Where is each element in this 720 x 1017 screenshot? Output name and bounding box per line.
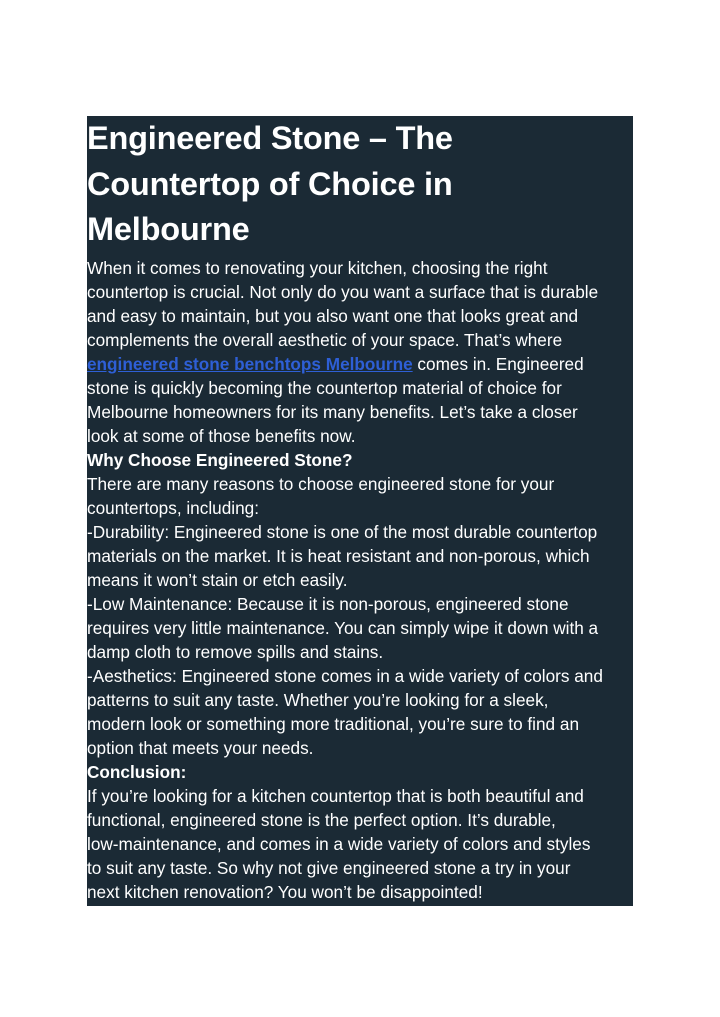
durability-line: means it won’t stain or etch easily. [87,569,348,590]
conclusion-heading: Conclusion: [87,761,187,782]
aesthetics-line: -Aesthetics: Engineered stone comes in a wide variety of colors and [87,665,603,686]
intro-line: Melbourne homeowners for its many benefits. Let’s take a closer [87,401,578,422]
aesthetics-line: modern look or something more traditional, you’re sure to find an [87,713,580,734]
intro-line: When it comes to renovating your kitchen, choosing the right [87,257,548,278]
why-section [87,448,633,760]
conclusion-section [87,760,633,904]
benchtops-link[interactable]: engineered stone benchtops Melbourne [87,353,413,374]
article-block [87,116,633,906]
intro-line: complements the overall aesthetic of your space. That’s where [87,329,563,350]
article-title [87,116,633,253]
conclusion-line: If you’re looking for a kitchen countertop that is both beautiful and [87,785,584,806]
intro-line: look at some of those benefits now. [87,425,356,446]
intro-line: stone is quickly becoming the countertop material of choice for [87,377,562,398]
low-maintenance-line: damp cloth to remove spills and stains. [87,641,384,662]
title-line: Countertop of Choice in [87,165,453,202]
title-line: Melbourne [87,211,250,247]
why-heading: Why Choose Engineered Stone? [87,449,353,470]
aesthetics-line: option that meets your needs. [87,737,314,758]
intro-line-after-link: comes in. Engineered [412,353,584,374]
low-maintenance-line: requires very little maintenance. You can simply wipe it down with a [87,617,599,638]
intro-line: countertop is crucial. Not only do you want a surface that is durable [87,281,599,302]
intro-paragraph [87,256,633,448]
durability-line: -Durability: Engineered stone is one of the most durable countertop [87,521,598,542]
why-intro-line: countertops, including: [87,497,259,518]
low-maintenance-line: -Low Maintenance: Because it is non-porous, engineered stone [87,593,569,614]
intro-line-with-link [87,352,633,376]
conclusion-line: to suit any taste. So why not give engineered stone a try in your [87,857,571,878]
why-intro-line: There are many reasons to choose engineered stone for your [87,473,555,494]
conclusion-line: low-maintenance, and comes in a wide variety of colors and styles [87,833,591,854]
intro-line: and easy to maintain, but you also want one that looks great and [87,305,579,326]
aesthetics-line: patterns to suit any taste. Whether you’re looking for a sleek, [87,689,549,710]
conclusion-line: next kitchen renovation? You won’t be disappointed! [87,881,483,902]
title-line: Engineered Stone – The [87,120,453,156]
conclusion-line: functional, engineered stone is the perfect option. It’s durable, [87,809,556,830]
durability-line: materials on the market. It is heat resistant and non-porous, which [87,545,590,566]
